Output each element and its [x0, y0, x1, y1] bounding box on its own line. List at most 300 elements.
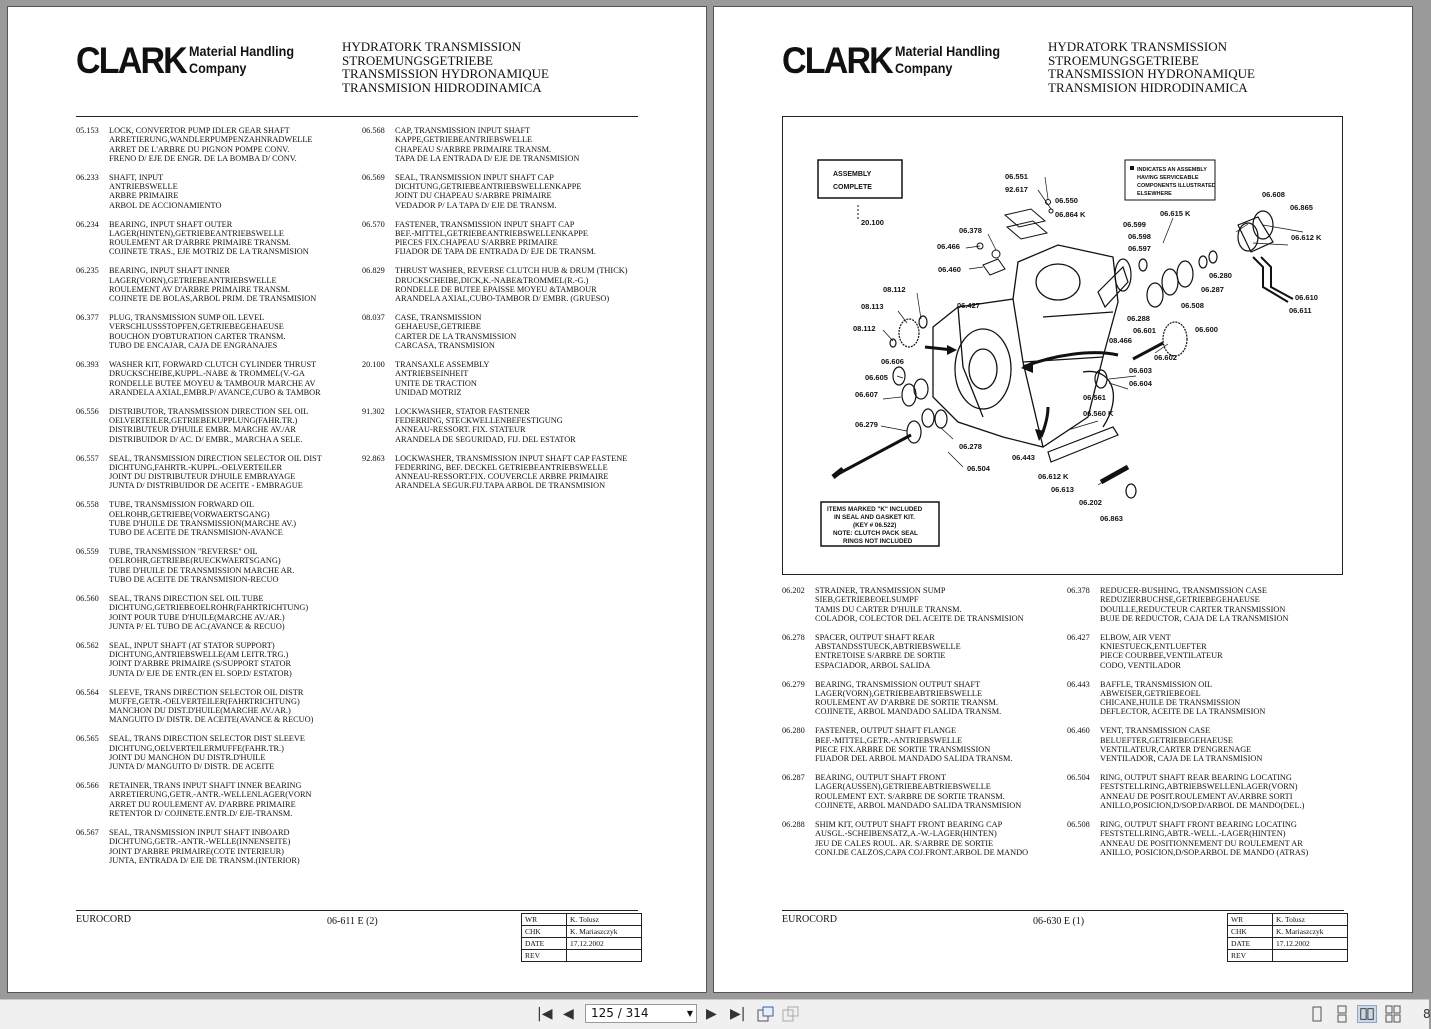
part-callout: 06.288: [1127, 314, 1150, 323]
description-line: SEAL, TRANSMISSION INPUT SHAFT INBOARD: [109, 827, 290, 837]
description-line: ANILLO,POSICION,D/SOP.D/ARBOL DE MANDO(DEL.): [1100, 801, 1305, 811]
description-line: BELUEFTER,GETRIEBEGEHAEUSE: [1100, 735, 1233, 745]
legend-line2: HAVING SERVICEABLE: [1137, 175, 1199, 181]
part-callout: 06.287: [1201, 285, 1224, 294]
signature-value: K. Mariaszczyk: [1273, 926, 1348, 938]
signature-key: WR: [1228, 914, 1273, 926]
description-line: RING, OUTPUT SHAFT FRONT BEARING LOCATING: [1100, 819, 1297, 829]
description-line: LOCK, CONVERTOR PUMP IDLER GEAR SHAFT: [109, 126, 290, 135]
signature-row: [1228, 926, 1348, 938]
description-line: ARANDELA SEGUR.FIJ.TAPA ARBOL DE TRANSMISION: [395, 481, 606, 491]
description-line: FEDERRING, BEF. DECKEL GETRIEBEANTRIEBSWELLE: [395, 462, 608, 472]
description-line: ARRET DU ROULEMENT AV. D'ARBRE PRIMAIRE: [109, 799, 296, 809]
part-description: [109, 641, 292, 678]
part-callout: 06.612 K: [1291, 233, 1322, 242]
description-line: ABSTANDSSTUECK,ABTRIEBSWELLE: [815, 642, 961, 652]
description-line: FRENO D/ EJE DE ENGR. DE LA BOMBA D/ CONV.: [109, 153, 297, 163]
description-line: COJINETE, ARBOL MANDADO SALIDA TRANSMISION: [815, 801, 1022, 811]
part-description: [815, 820, 1028, 857]
title-de: STROEMUNGSGETRIEBE: [342, 52, 493, 68]
description-line: DRUCKSCHEIBE,DICK,K.-NABE&TROMMEL(R.-G.): [395, 275, 589, 285]
description-line: TRANSAXLE ASSEMBLY: [395, 359, 490, 369]
first-page-icon[interactable]: |◀: [537, 1006, 553, 1022]
description-line: ANILLO, POSICION,D/SOP.ARBOL DE MANDO (ATRAS): [1100, 847, 1309, 857]
part-callout: 06.599: [1123, 220, 1146, 229]
part-callout: 06.601: [1133, 326, 1156, 335]
part-description: [395, 313, 516, 350]
part-number: 08.037: [362, 313, 385, 323]
signature-key: REV: [1228, 950, 1273, 962]
signature-row: [522, 950, 642, 962]
description-line: DOUILLE,REDUCTEUR CARTER TRANSMISSION: [1100, 604, 1286, 614]
part-description: [1100, 726, 1262, 763]
footer-eurocord: EUROCORD: [76, 914, 132, 925]
description-line: KNIESTUECK,ENTLUEFTER: [1100, 642, 1207, 652]
description-line: BEARING, OUTPUT SHAFT FRONT: [815, 773, 947, 783]
description-line: SPACER, OUTPUT SHAFT REAR: [815, 632, 935, 642]
description-line: TUBE D'HUILE DE TRANSMISSION(MARCHE AV.): [109, 518, 297, 528]
logo-sub2: Company: [895, 60, 953, 76]
part-callout: 06.378: [959, 226, 982, 235]
assembly-ref: 20.100: [861, 218, 884, 227]
clark-logo: [782, 41, 1022, 81]
part-description: [109, 360, 321, 397]
description-line: VENTILATEUR,CARTER D'ENGRENAGE: [1100, 744, 1252, 754]
description-line: KAPPE,GETRIEBEANTRIEBSWELLE: [395, 135, 533, 145]
description-line: MANGUITO D/ DISTR. DE ACEITE(AVANCE & RECUO): [109, 715, 314, 725]
signature-row: [522, 938, 642, 950]
signature-value: [567, 950, 642, 962]
part-number: 06.233: [76, 172, 99, 182]
part-description: [395, 173, 581, 210]
note-line5: RINGS NOT INCLUDED: [843, 538, 913, 545]
description-line: ARBRE PRIMAIRE: [109, 191, 179, 201]
part-number: 06.377: [76, 313, 99, 323]
part-description: [109, 454, 322, 491]
signature-row: [1228, 950, 1348, 962]
description-line: COLADOR, COLECTOR DEL ACEITE DE TRANSMISION: [815, 613, 1024, 623]
logo-brand: CLARK: [782, 40, 892, 81]
part-number: 92.863: [362, 453, 385, 463]
description-line: ARANDELA AXIAL,CUBO-TAMBOR D/ EMBR. (GRUESO): [395, 294, 610, 304]
description-line: COJINETE, ARBOL MANDADO SALIDA TRANSM.: [815, 707, 1002, 717]
part-number: 06.279: [782, 679, 805, 689]
part-number: 06.508: [1067, 819, 1090, 829]
part-callout: 06.612 K: [1038, 472, 1069, 481]
description-line: JUNTA, ENTRADA D/ EJE DE TRANSM.(INTERIOR): [109, 855, 300, 865]
description-line: DICHTUNG,GETR.-ANTR.-WELLE(INNENSEITE): [109, 837, 291, 847]
description-line: JOINT DU DISTRIBUTEUR D'HUILE EMBRAYAGE: [109, 472, 296, 482]
description-line: SEAL, TRANSMISSION INPUT SHAFT CAP: [395, 172, 554, 182]
description-line: BEARING, INPUT SHAFT OUTER: [109, 219, 233, 229]
footer-divider: [782, 910, 1344, 911]
idler-gears: [833, 316, 1187, 477]
signature-key: REV: [522, 950, 567, 962]
description-line: RING, OUTPUT SHAFT REAR BEARING LOCATING: [1100, 773, 1292, 783]
part-number: 20.100: [362, 359, 385, 369]
footer-eurocord: EUROCORD: [782, 914, 838, 925]
part-callout: 06.427: [957, 301, 980, 310]
description-line: FESTSTELLRING,ABTR.-WELL.-LAGER(HINTEN): [1100, 829, 1286, 839]
description-line: ROULEMENT AR D'ARBRE PRIMAIRE TRANSM.: [109, 238, 291, 248]
part-number: 06.570: [362, 219, 385, 229]
description-line: JEU DE CALES ROUL. AR. S/ARBRE DE SORTIE: [815, 838, 994, 848]
part-description: [109, 407, 308, 444]
part-number: 06.566: [76, 781, 99, 791]
part-callout: 08.466: [1109, 336, 1132, 345]
assembly-box-line2: COMPLETE: [833, 184, 872, 191]
part-description: [395, 220, 596, 257]
signature-row: [1228, 938, 1348, 950]
description-line: TUBE, TRANSMISSION FORWARD OIL: [109, 500, 255, 510]
description-line: BEARING, INPUT SHAFT INNER: [109, 266, 230, 276]
part-callout: 06.864 K: [1055, 210, 1086, 219]
logo-subtitle: [189, 43, 294, 77]
part-callout: 08.113: [861, 302, 884, 311]
page-number-select[interactable]: [585, 1004, 697, 1023]
prev-page-icon[interactable]: ◀: [563, 1006, 574, 1022]
exploded-parts-diagram: [782, 116, 1343, 575]
part-description: [109, 500, 296, 537]
part-number: 06.565: [76, 734, 99, 744]
copy-page-icon[interactable]: [780, 1005, 800, 1023]
part-callout: 06.606: [881, 357, 904, 366]
part-description: [1100, 820, 1308, 857]
part-description: [815, 586, 1024, 623]
description-line: PIECE COURBEE,VENTILATEUR: [1100, 651, 1223, 661]
title-es: TRANSMISION HIDRODINAMICA: [342, 79, 542, 95]
logo-brand: CLARK: [76, 40, 186, 81]
signature-value: K. Tolusz: [567, 914, 642, 926]
page-title: [342, 40, 549, 94]
description-line: CHAPEAU S/ARBRE PRIMAIRE TRANSM.: [395, 144, 552, 154]
title-en: HYDRATORK TRANSMISSION: [1048, 39, 1228, 54]
signature-block: [1227, 913, 1348, 962]
description-line: BAFFLE, TRANSMISSION OIL: [1100, 679, 1213, 689]
legend-line3: COMPONENTS ILLUSTRATED: [1137, 183, 1216, 189]
description-line: CAP, TRANSMISSION INPUT SHAFT: [395, 126, 531, 135]
description-line: DICHTUNG,ANTRIEBSWELLE(AM LEITR.TRG.): [109, 650, 289, 660]
part-number: 06.562: [76, 640, 99, 650]
part-callout: 06.865: [1290, 203, 1313, 212]
description-line: JOINT DU CHAPEAU S/ARBRE PRIMAIRE: [395, 191, 552, 201]
part-number: 06.829: [362, 266, 385, 276]
part-description: [109, 734, 305, 771]
part-number: 06.427: [1067, 632, 1090, 642]
description-line: JOINT D'ARBRE PRIMAIRE(COTE INTERIEUR): [109, 846, 284, 856]
part-callout: 06.560 K: [1083, 409, 1114, 418]
description-line: UNITE DE TRACTION: [395, 378, 477, 388]
signature-key: DATE: [1228, 938, 1273, 950]
part-description: [109, 126, 313, 163]
cap-gaskets: [977, 200, 1053, 276]
note-line4: NOTE: CLUTCH PACK SEAL: [833, 530, 918, 537]
description-line: SEAL, TRANS DIRECTION SEL OIL TUBE: [109, 593, 264, 603]
part-callout: 06.598: [1128, 232, 1151, 241]
description-line: TAPA DE LA ENTRADA D/ EJE DE TRANSMISION: [395, 153, 580, 163]
description-line: ARRETIERUNG,GETR.-ANTR.-WELLENLAGER(VORN: [109, 790, 312, 800]
description-line: ROULEMENT AV D'ARBRE DE SORTIE TRANSM.: [815, 698, 998, 708]
part-callout: 06.443: [1012, 453, 1035, 462]
part-callout: 06.504: [967, 464, 990, 473]
description-line: TUBO DE ACEITE DE TRANSMISION-AVANCE: [109, 528, 283, 538]
part-description: [395, 266, 627, 303]
description-line: PIECES FIX.CHAPEAU S/ARBRE PRIMAIRE: [395, 238, 558, 248]
logo-sub1: Material Handling: [189, 43, 295, 59]
title-en: HYDRATORK TRANSMISSION: [342, 39, 522, 54]
part-callout: 06.460: [938, 265, 961, 274]
part-number: 06.202: [782, 586, 805, 595]
description-line: UNIDAD MOTRIZ: [395, 387, 462, 397]
description-line: ANNEAU DE POSIT.ROULEMENT AV.ARBRE SORTI: [1100, 791, 1293, 801]
logo-sub1: Material Handling: [895, 43, 1001, 59]
description-line: ELBOW, AIR VENT: [1100, 632, 1171, 642]
description-line: JUNTA D/ MANGUITO D/ DISTR. DE ACEITE: [109, 762, 275, 772]
description-line: SIEB,GETRIEBEOELSUMPF: [815, 595, 919, 605]
part-number: 06.504: [1067, 773, 1090, 783]
description-line: AUSGL.-SCHEIBENSATZ,A.-W.-LAGER(HINTEN): [815, 829, 997, 839]
part-description: [815, 726, 1012, 763]
description-line: BEF.-MITTEL,GETR.-ANTRIEBSWELLE: [815, 735, 963, 745]
part-description: [109, 266, 316, 303]
part-callout: 06.550: [1055, 196, 1078, 205]
part-number: 06.443: [1067, 679, 1090, 689]
single-page-view-icon[interactable]: [1307, 1005, 1327, 1023]
description-line: SHAFT, INPUT: [109, 172, 164, 182]
page-title: [1048, 40, 1255, 94]
description-line: COJINETE DE BOLAS,ARBOL PRIM. DE TRANSMISION: [109, 294, 317, 304]
part-description: [1100, 633, 1223, 670]
part-number: 06.560: [76, 593, 99, 603]
signature-key: DATE: [522, 938, 567, 950]
signature-key: CHK: [522, 926, 567, 938]
signature-row: [522, 926, 642, 938]
description-line: DICHTUNG,GETRIEBEANTRIEBSWELLENKAPPE: [395, 182, 582, 192]
description-line: BOUCHON D'OBTURATION CARTER TRANSM.: [109, 331, 286, 341]
part-description: [109, 547, 294, 584]
description-line: ARRETIERUNG,WANDLERPUMPENZAHNRADWELLE: [109, 135, 313, 145]
title-de: STROEMUNGSGETRIEBE: [1048, 52, 1199, 68]
title-fr: TRANSMISSION HYDRONAMIQUE: [1048, 66, 1255, 81]
description-line: TUBE, TRANSMISSION "REVERSE" OIL: [109, 547, 258, 557]
signature-key: WR: [522, 914, 567, 926]
part-callout: 06.607: [855, 390, 878, 399]
part-callout: 06.202: [1079, 498, 1102, 507]
description-line: TUBE D'HUILE DE TRANSMISSION MARCHE AR.: [109, 565, 295, 575]
description-line: RONDELLE BUTEE MOYEU & TAMBOUR MARCHE AV: [109, 378, 316, 388]
header-divider: [76, 116, 638, 117]
part-number: 06.280: [782, 726, 805, 736]
description-line: ROULEMENT AV D'ARBRE PRIMAIRE TRANSM.: [109, 284, 290, 294]
description-line: FASTENER, OUTPUT SHAFT FLANGE: [815, 726, 957, 736]
description-line: CARTER DE LA TRANSMISSION: [395, 331, 517, 341]
note-line1: ITEMS MARKED "K" INCLUDED: [827, 506, 923, 513]
part-number: 06.558: [76, 500, 99, 510]
description-line: DICHTUNG,GETRIEBEOELROHR(FAHRTRICHTUNG): [109, 603, 309, 613]
description-line: MANCHON DU DIST.D'HUILE(MARCHE AV./AR.): [109, 706, 291, 716]
description-line: VENTILADOR, CAJA DE LA TRANSMISION: [1100, 754, 1263, 764]
part-callout: 06.602: [1154, 353, 1177, 362]
description-line: BEARING, TRANSMISSION OUTPUT SHAFT: [815, 679, 981, 689]
description-line: SEAL, TRANSMISSION DIRECTION SELECTOR OIL DIST: [109, 453, 322, 463]
description-line: OELROHR,GETRIEBE(RUECKWAERTSGANG): [109, 556, 281, 566]
part-callout: 06.610: [1295, 293, 1318, 302]
part-number: 06.234: [76, 219, 99, 229]
part-description: [109, 828, 300, 865]
continuous-view-icon[interactable]: [1332, 1005, 1352, 1023]
part-description: [815, 633, 961, 670]
last-page-icon[interactable]: ▶|: [730, 1006, 746, 1022]
part-number: 06.569: [362, 172, 385, 182]
description-line: ARBOL DE ACCIONAMIENTO: [109, 200, 222, 210]
description-line: SEAL, TRANS DIRECTION SELECTOR DIST SLEEVE: [109, 734, 305, 744]
signature-row: [1228, 914, 1348, 926]
description-line: LAGER(VORN),GETRIEBEANTRIEBSWELLE: [109, 275, 277, 285]
description-line: LOCKWASHER, TRANSMISSION INPUT SHAFT CAP FASTENE: [395, 453, 628, 463]
description-line: ARANDELA AXIAL,EMBR.P/ AVANCE,CUBO & TAMBOR: [109, 387, 321, 397]
part-callouts: [853, 172, 1322, 523]
description-line: JOINT DU MANCHON DU DISTR.D'HUILE: [109, 752, 266, 762]
part-callout: 06.604: [1129, 379, 1152, 388]
part-number: 06.288: [782, 819, 805, 829]
title-es: TRANSMISION HIDRODINAMICA: [1048, 79, 1248, 95]
description-line: BUJE DE REDUCTOR, CAJA DE LA TRANSMISION: [1100, 613, 1289, 623]
continuous-facing-view-icon[interactable]: [1383, 1005, 1403, 1023]
chevron-down-icon: ▼: [686, 1009, 693, 1018]
part-callout: 06.605: [865, 373, 888, 382]
description-line: LOCKWASHER, STATOR FASTENER: [395, 406, 530, 416]
description-line: RETAINER, TRANS INPUT SHAFT INNER BEARING: [109, 781, 302, 791]
description-line: CASE, TRANSMISSION: [395, 313, 482, 323]
footer-divider: [76, 910, 638, 911]
description-line: PLUG, TRANSMISSION SUMP OIL LEVEL: [109, 313, 265, 323]
transmission-diagram-svg: [783, 117, 1342, 574]
description-line: FESTSTELLRING,ABTRIEBSWELLENLAGER(VORN): [1100, 782, 1298, 792]
description-line: CHICANE,HUILE DE TRANSMISSION: [1100, 698, 1241, 708]
part-number: 06.393: [76, 359, 99, 369]
description-line: ANNEAU-RESSORT. FIX. STATEUR: [395, 425, 526, 435]
part-callout: 06.561: [1083, 393, 1106, 402]
description-line: VEDADOR P/ LA TAPA D/ EJE DE TRANSM.: [395, 200, 557, 210]
logo-subtitle: [895, 43, 1000, 77]
next-page-icon[interactable]: ▶: [706, 1006, 717, 1022]
description-line: REDUZIERBUCHSE,GETRIEBEGEHAEUSE: [1100, 595, 1260, 605]
description-line: DISTRIBUTOR, TRANSMISSION DIRECTION SEL OIL: [109, 406, 309, 416]
part-number: 06.556: [76, 406, 99, 416]
description-line: ANNEAU DE POSITIONNEMENT DU ROULEMENT AR: [1100, 838, 1303, 848]
description-line: ANTRIEBSWELLE: [109, 182, 178, 192]
part-number: 06.564: [76, 687, 99, 697]
signature-value: K. Mariaszczyk: [567, 926, 642, 938]
part-callout: 06.280: [1209, 271, 1232, 280]
part-callout: 06.863: [1100, 514, 1123, 523]
description-line: ESPACIADOR, ARBOL SALIDA: [815, 660, 931, 670]
description-line: VERSCHLUSSSTOPFEN,GETRIEBEGEHAEUSE: [109, 322, 284, 332]
description-line: JOINT D'ARBRE PRIMAIRE (S/SUPPORT STATOR: [109, 659, 291, 669]
part-callout: 06.279: [855, 420, 878, 429]
part-callout: 06.611: [1289, 306, 1312, 315]
part-callout: 92.617: [1005, 185, 1028, 194]
part-description: [109, 173, 221, 210]
part-description: [815, 773, 1021, 810]
note-line3: (KEY # 06.522): [853, 522, 897, 529]
rotate-page-icon[interactable]: [755, 1005, 775, 1023]
description-line: THRUST WASHER, REVERSE CLUTCH HUB & DRUM (THICK): [395, 266, 628, 276]
description-line: CARCASA, TRANSMISION: [395, 341, 495, 351]
description-line: JUNTA D/ EJE DE ENTR.(EN EL SOP.D/ ESTATOR): [109, 668, 292, 678]
part-description: [109, 781, 312, 818]
part-number: 06.568: [362, 126, 385, 135]
description-line: REDUCER-BUSHING, TRANSMISSION CASE: [1100, 586, 1267, 595]
part-number: 06.567: [76, 827, 99, 837]
signature-value: [1273, 950, 1348, 962]
assembly-box: [818, 160, 902, 198]
description-line: OELVERTEILER,GETRIEBEKUPPLUNG(FAHR.TR.): [109, 416, 298, 426]
truncated-toolbar-text: 8: [1423, 1007, 1431, 1021]
signature-block: [521, 913, 642, 962]
description-line: ANTRIEBSEINHEIT: [395, 369, 469, 379]
signature-value: 17.12.2002: [567, 938, 642, 950]
description-line: FIJADOR DEL ARBOL MANDADO SALIDA TRANSM.: [815, 754, 1013, 764]
description-line: CODO, VENTILADOR: [1100, 660, 1181, 670]
part-callout: 06.597: [1128, 244, 1151, 253]
legend-line1: INDICATES AN ASSEMBLY: [1137, 167, 1207, 173]
part-number: 06.460: [1067, 726, 1090, 736]
part-description: [109, 688, 313, 725]
description-line: TUBO DE ACEITE DE TRANSMISION-RECUO: [109, 575, 279, 585]
description-line: DICHTUNG,FAHRTR.-KUPPL.-OELVERTEILER: [109, 462, 283, 472]
part-number: 06.278: [782, 632, 805, 642]
part-callout: 06.603: [1129, 366, 1152, 375]
description-line: COJINETE TRAS., EJE MOTRIZ DE LA TRANSMISION: [109, 247, 309, 257]
description-line: RETENTOR D/ COJINETE.ENTR.D/ EJE-TRANSM.: [109, 809, 293, 819]
part-number: 06.287: [782, 773, 805, 783]
description-line: GEHAEUSE,GETRIEBE: [395, 322, 481, 332]
description-line: JOINT POUR TUBE D'HUILE(MARCHE AV./AR.): [109, 612, 285, 622]
description-line: OELROHR,GETRIEBE(VORWAERTSGANG): [109, 509, 270, 519]
part-callout: 06.608: [1262, 190, 1285, 199]
description-line: LAGER(HINTEN),GETRIEBEANTRIEBSWELLE: [109, 228, 284, 238]
part-description: [815, 680, 1001, 717]
description-line: TAMIS DU CARTER D'HUILE TRANSM.: [815, 604, 962, 614]
part-callout: 06.508: [1181, 301, 1204, 310]
description-line: DISTRIBUTEUR D'HUILE EMBR. MARCHE AV./AR: [109, 425, 296, 435]
part-callout: 06.613: [1051, 485, 1074, 494]
description-line: DRUCKSCHEIBE,KUPPL.-NABE & TROMMEL(V.-GA: [109, 369, 305, 379]
description-line: CONJ.DE CALZOS,CAPA COJ.FRONT.ARBOL DE MANDO: [815, 847, 1029, 857]
description-line: ENTRETOISE S/ARBRE DE SORTIE: [815, 651, 946, 661]
footer-page-code: 06-611 E (2): [327, 916, 378, 927]
part-description: [109, 220, 309, 257]
part-callout: 08.112: [853, 324, 876, 333]
description-line: MUFFE,GETR.-OELVERTEILER(FAHRTRICHTUNG): [109, 696, 300, 706]
page-indicator: 125 / 314: [591, 1006, 649, 1020]
title-fr: TRANSMISSION HYDRONAMIQUE: [342, 66, 549, 81]
part-number: 91.302: [362, 406, 385, 416]
description-line: ANNEAU-RESSORT.FIX. COUVERCLE ARBRE PRIMAIRE: [395, 472, 609, 482]
document-page-right: [713, 6, 1413, 993]
part-description: [395, 407, 576, 444]
part-description: [109, 594, 308, 631]
description-line: LAGER(VORN),GETRIEBEABTRIEBSWELLE: [815, 688, 983, 698]
signature-row: [522, 914, 642, 926]
description-line: JUNTA D/ DISTRIBUIDOR DE ACEITE - EMBRAGUE: [109, 481, 303, 491]
facing-pages-view-icon[interactable]: [1357, 1005, 1377, 1023]
part-number: 06.378: [1067, 586, 1090, 595]
part-description: [395, 126, 579, 163]
pdf-viewer-toolbar: [0, 999, 1429, 1029]
description-line: FEDERRING, STECKWELLENBEFESTIGUNG: [395, 416, 563, 426]
